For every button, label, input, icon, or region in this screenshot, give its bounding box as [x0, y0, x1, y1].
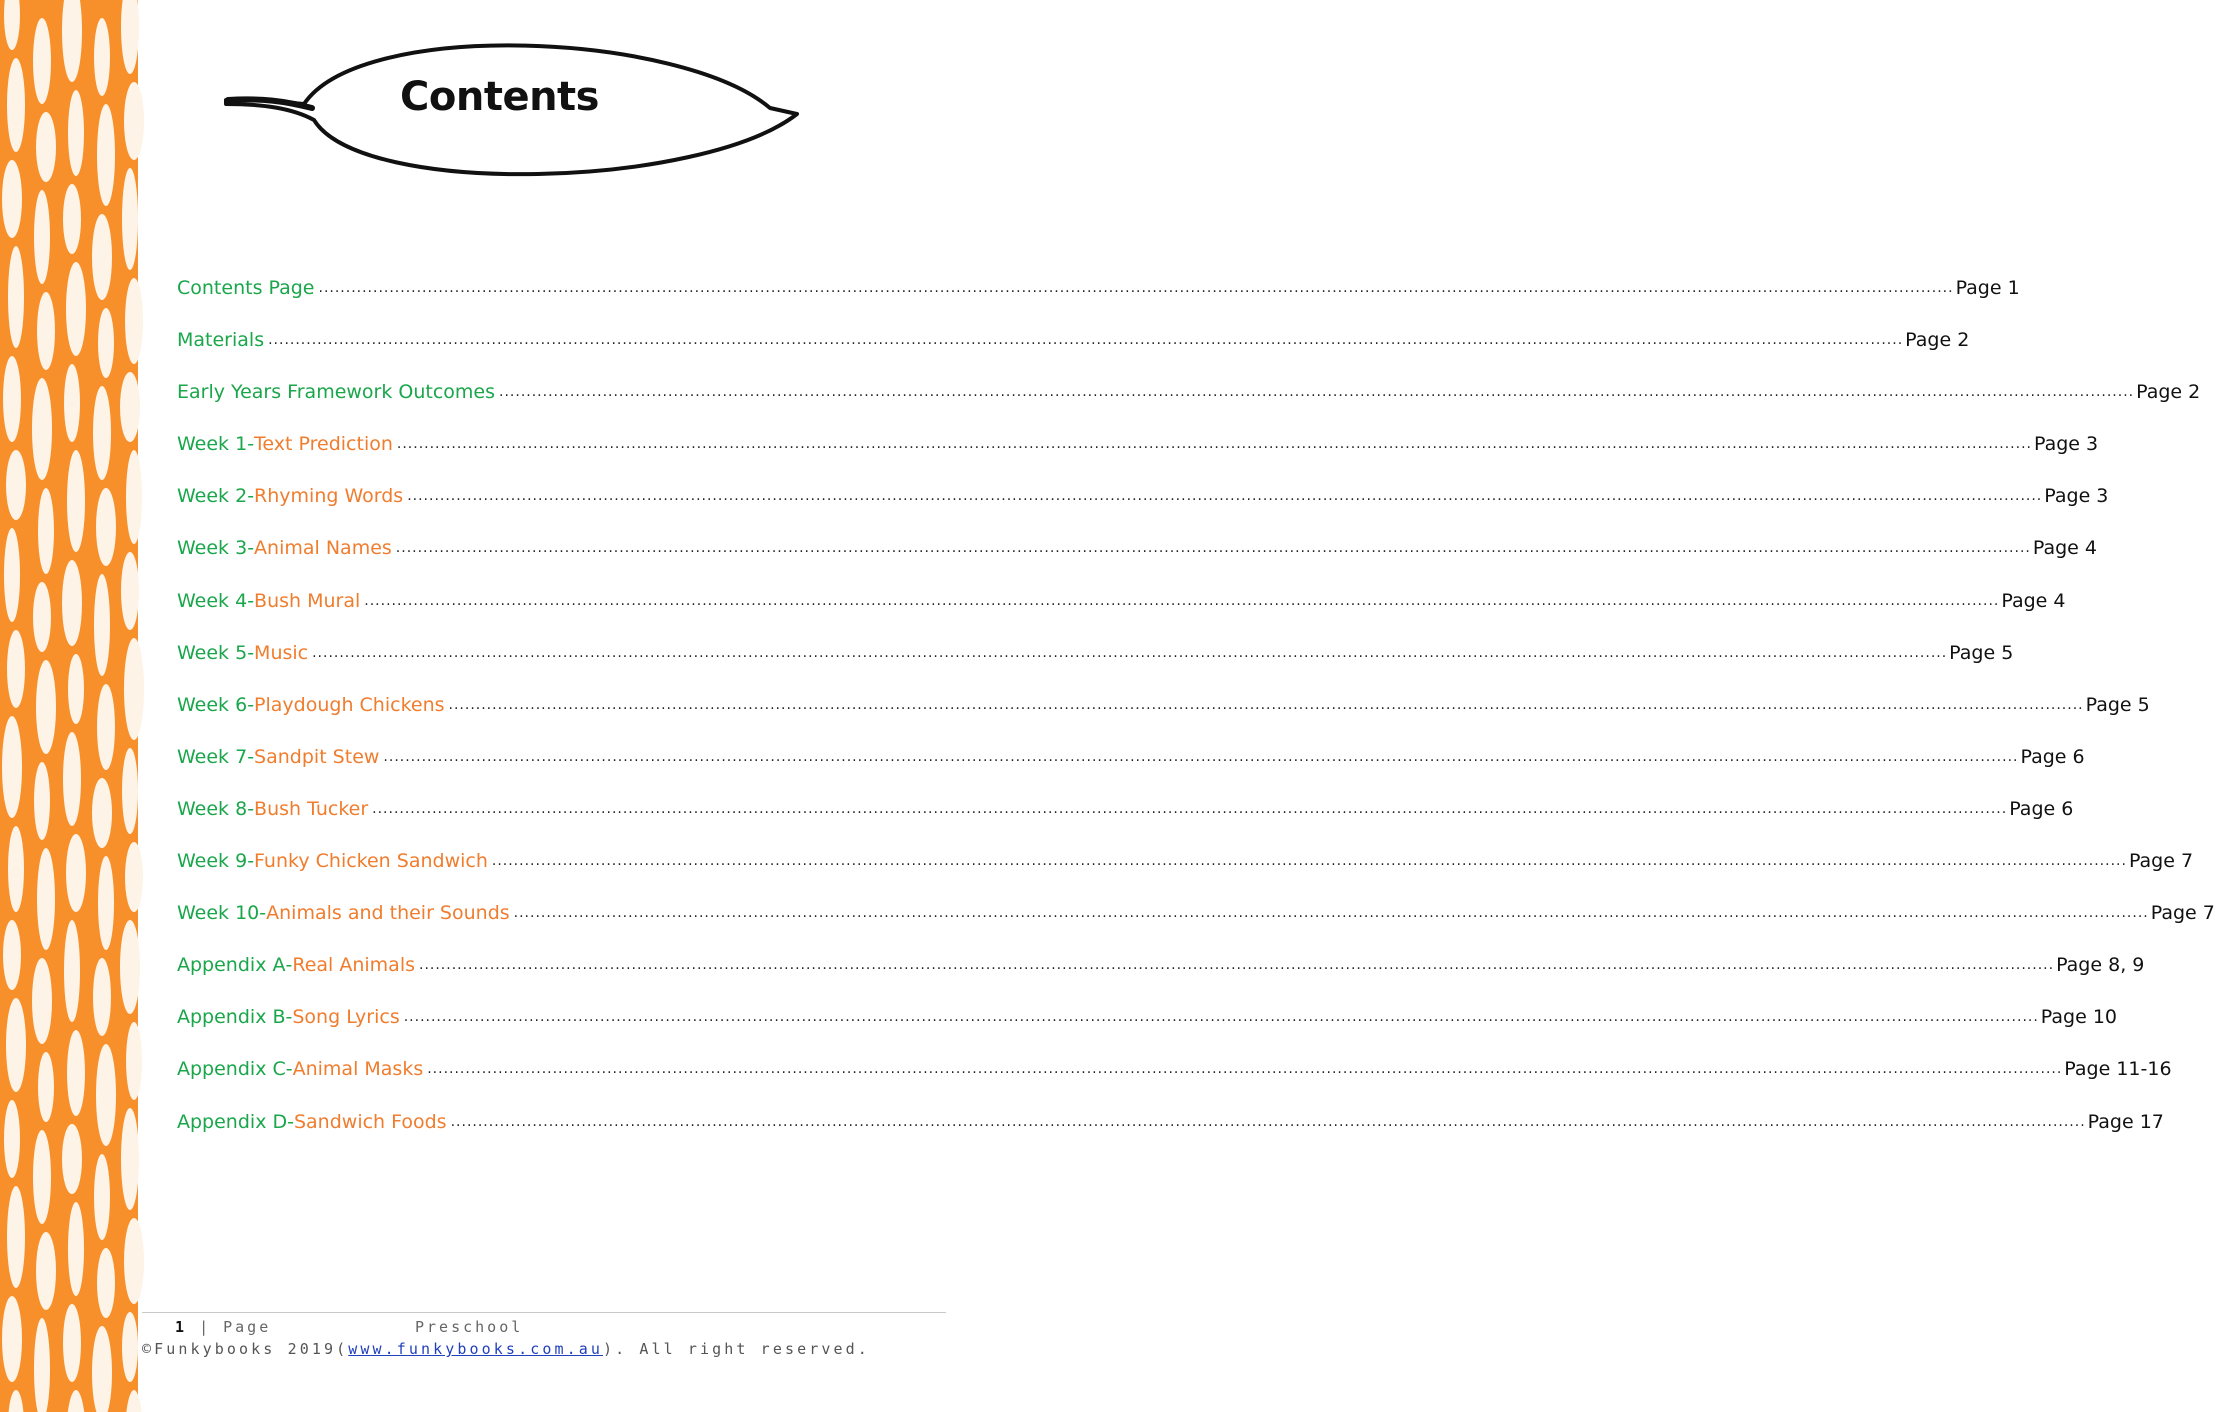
toc-entry[interactable] [177, 897, 2215, 949]
toc-entry-page: Page 4 [2001, 589, 2066, 612]
toc-entry-title: Animal Names [254, 537, 392, 560]
pebble-shape [4, 1100, 20, 1178]
pebble-shape [68, 654, 84, 724]
pebble-shape [34, 1318, 50, 1412]
pebble-shape [125, 278, 143, 364]
dot-leader: ............................................................................................................................................................................................................................................................................................................ [312, 644, 1948, 661]
toc-entry-heading: Early Years Framework Outcomes [177, 381, 496, 404]
pebble-shape [38, 1052, 54, 1122]
dot-leader: ............................................................................................................................................................................................................................................................................................................ [513, 905, 2149, 922]
toc-entry-heading: Week 1 [177, 433, 248, 456]
pebble-shape [121, 0, 139, 74]
pebble-shape [2, 716, 22, 818]
dot-leader: ............................................................................................................................................................................................................................................................................................................ [499, 384, 2135, 401]
toc-entry-page: Page 2 [1905, 329, 1970, 352]
toc-entry-heading: Week 8 [177, 797, 248, 820]
pebble-shape [125, 1390, 143, 1412]
dot-leader: ............................................................................................................................................................................................................................................................................................................ [491, 853, 2127, 870]
pebble-shape [98, 308, 114, 378]
dot-leader: ............................................................................................................................................................................................................................................................................................................ [268, 332, 1904, 349]
pebble-shape [92, 778, 112, 848]
toc-entry-heading: Week 9 [177, 850, 248, 873]
pebble-shape [62, 0, 82, 82]
toc-entry-title: Sandpit Stew [254, 745, 380, 768]
toc-entry-separator: - [287, 1110, 294, 1133]
footer-copyright [142, 1340, 942, 1358]
toc-entry-title: Funky Chicken Sandwich [254, 850, 488, 873]
pebble-shape [64, 920, 80, 1022]
pebble-shape [4, 0, 20, 50]
pebble-shape [36, 1232, 56, 1310]
toc-entry-heading: Week 10 [177, 902, 260, 925]
toc-entry[interactable] [177, 585, 2066, 637]
toc-entry-title: Real Animals [292, 954, 415, 977]
pebble-shape [97, 104, 115, 206]
pebble-shape [36, 660, 56, 754]
pebble-shape [68, 90, 84, 176]
pebble-shape [6, 450, 26, 520]
pebble-shape [67, 1030, 85, 1116]
pebble-shape [120, 372, 140, 442]
toc-entry-heading: Week 6 [177, 693, 248, 716]
dot-leader: ............................................................................................................................................................................................................................................................................................................ [403, 1009, 2039, 1026]
toc-entry-separator: - [259, 902, 267, 925]
pebble-shape [32, 378, 52, 480]
toc-entry-page: Page 3 [2044, 485, 2109, 508]
pebble-shape [2, 160, 22, 238]
toc-entry-heading: Appendix A [177, 954, 286, 977]
toc-entry-heading: Materials [177, 329, 265, 352]
pebble-shape [38, 488, 54, 574]
toc-entry[interactable] [177, 324, 1970, 376]
toc-entry-page: Page 8, 9 [2056, 954, 2145, 977]
toc-entry-separator: - [247, 433, 255, 456]
pebble-shape [7, 58, 25, 152]
pebble-shape [36, 112, 56, 182]
toc-entry[interactable] [177, 376, 2201, 428]
pebble-shape [67, 450, 85, 552]
pebble-shape [6, 998, 26, 1092]
pebble-shape [33, 18, 51, 104]
toc-entry-heading: Week 2 [177, 485, 248, 508]
toc-entry-title: Playdough Chickens [254, 693, 445, 716]
pebble-shape [3, 920, 21, 990]
pebble-shape [96, 488, 116, 566]
pebble-shape [97, 684, 115, 770]
pebble-shape [32, 958, 52, 1044]
toc-entry-separator: - [247, 589, 255, 612]
toc-entry[interactable] [177, 949, 2145, 1001]
toc-entry[interactable] [177, 793, 2074, 845]
dot-leader: ............................................................................................................................................................................................................................................................................................................ [450, 1113, 2086, 1130]
toc-entry-title: Sandwich Foods [293, 1110, 447, 1133]
toc-entry-page: Page 10 [2040, 1006, 2118, 1029]
pebble-shape [2, 1296, 22, 1382]
decorative-side-band [0, 0, 138, 1412]
dot-leader: ............................................................................................................................................................................................................................................................................................................ [395, 540, 2031, 557]
toc-entry-title: Animal Masks [292, 1058, 424, 1081]
toc-entry-title: Bush Tucker [254, 797, 369, 820]
pebble-shape [121, 1108, 139, 1210]
footer-divider [142, 1312, 946, 1313]
page-title: Contents [400, 74, 599, 120]
pebble-shape [94, 1154, 110, 1240]
toc-entry-page: Page 6 [2009, 797, 2074, 820]
toc-entry-page: Page 3 [2033, 433, 2099, 456]
toc-entry-heading: Appendix D [177, 1110, 288, 1133]
toc-entry-page: Page 17 [2087, 1110, 2164, 1133]
website-link[interactable]: www.funkybooks.com.au [348, 1340, 603, 1358]
pebble-shape [63, 184, 81, 254]
toc-entry[interactable] [177, 741, 2085, 793]
toc-entry[interactable] [177, 532, 2097, 584]
toc-entry-title: Text Prediction [254, 433, 393, 456]
copyright-text-end: ). All right reserved. [602, 1340, 870, 1358]
toc-entry-title: Bush Mural [254, 589, 361, 612]
toc-entry-heading: Appendix C [177, 1058, 286, 1081]
pebble-shape [3, 356, 21, 442]
pebble-shape [68, 1202, 84, 1296]
toc-entry-heading: Appendix B [177, 1006, 286, 1029]
title-leaf-banner [222, 38, 807, 188]
pebble-shape [33, 1130, 51, 1224]
pebble-shape [66, 834, 86, 912]
dot-leader: ............................................................................................................................................................................................................................................................................................................ [364, 592, 2000, 609]
toc-entry[interactable] [177, 1106, 2164, 1158]
pebble-shape [124, 638, 144, 740]
pebble-shape [66, 262, 86, 356]
toc-entry-page: Page 7 [2128, 850, 2194, 873]
toc-entry-separator: - [247, 537, 255, 560]
pebble-shape [8, 1390, 24, 1412]
dot-leader: ............................................................................................................................................................................................................................................................................................................ [407, 488, 2043, 505]
toc-entry-separator: - [247, 797, 255, 820]
toc-entry-heading: Week 3 [177, 537, 248, 560]
pebble-shape [62, 560, 82, 646]
pebble-shape [121, 552, 139, 630]
dot-leader: ............................................................................................................................................................................................................................................................................................................ [383, 748, 2019, 765]
pebble-shape [93, 958, 111, 1036]
toc-entry[interactable] [177, 272, 2020, 324]
toc-entry-page: Page 6 [2020, 745, 2085, 768]
toc-entry[interactable] [177, 689, 2150, 741]
toc-entry-heading: Week 7 [177, 745, 248, 768]
pebble-shape [120, 920, 140, 1014]
pebble-shape [34, 762, 50, 840]
toc-entry[interactable] [177, 1001, 2118, 1053]
toc-entry-title: Music [254, 641, 309, 664]
pebble-shape [62, 1124, 82, 1194]
pebble-shape [97, 1248, 115, 1318]
toc-entry-page: Page 4 [2032, 537, 2097, 560]
toc-entry-title: Rhyming Words [254, 485, 404, 508]
pebble-shape [94, 18, 110, 96]
toc-entry-separator: - [247, 641, 255, 664]
pebble-shape [124, 82, 144, 160]
pebble-shape [37, 292, 55, 370]
pebble-shape [7, 630, 25, 708]
pebble-pattern [0, 0, 138, 1412]
toc-entry[interactable] [177, 1053, 2172, 1105]
pebble-shape [122, 748, 138, 834]
dot-leader: ............................................................................................................................................................................................................................................................................................................ [372, 800, 2008, 817]
toc-entry-separator: - [247, 693, 255, 716]
pebble-shape [92, 214, 112, 300]
pebble-shape [8, 826, 24, 912]
pebble-shape [37, 848, 55, 950]
copyright-text: ©Funkybooks 2019( [142, 1340, 349, 1358]
pebble-shape [125, 842, 143, 912]
toc-entry-separator: - [285, 954, 293, 977]
toc-entry-title: Song Lyrics [292, 1006, 400, 1029]
pebble-shape [126, 450, 142, 544]
dot-leader: ............................................................................................................................................................................................................................................................................................................ [396, 436, 2032, 453]
toc-entry-page: Page 1 [1955, 277, 2020, 299]
pebble-shape [34, 190, 50, 284]
toc-entry-heading: Week 5 [177, 641, 248, 664]
pebble-shape [98, 856, 114, 950]
toc-entry[interactable] [177, 428, 2099, 480]
pebble-shape [122, 168, 138, 270]
pebble-shape [94, 574, 110, 676]
toc-entry[interactable] [177, 480, 2109, 532]
pebble-shape [33, 582, 51, 652]
pebble-shape [7, 1186, 25, 1288]
pebble-shape [124, 1218, 144, 1304]
pebble-shape [63, 1304, 81, 1382]
pebble-shape [122, 1312, 138, 1382]
footer-series-label: Preschool [415, 1318, 524, 1336]
toc-entry-page: Page 5 [1949, 641, 2014, 664]
pebble-shape [63, 732, 81, 826]
toc-entry-page: Page 5 [2085, 693, 2150, 716]
footer-page-number: 1 [175, 1318, 188, 1336]
dot-leader: ............................................................................................................................................................................................................................................................................................................ [419, 957, 2055, 974]
pebble-shape [4, 528, 20, 622]
toc-entry-page: Page 7 [2150, 902, 2215, 925]
toc-entry[interactable] [177, 637, 2014, 689]
pebble-shape [126, 1022, 142, 1100]
toc-entry[interactable] [177, 845, 2194, 897]
toc-entry-separator: - [247, 745, 255, 768]
toc-entry-separator: - [247, 850, 255, 873]
table-of-contents [177, 272, 2215, 1158]
pebble-shape [8, 246, 24, 348]
pebble-shape [92, 1326, 112, 1412]
pebble-shape [96, 1044, 116, 1146]
toc-entry-separator: - [247, 485, 255, 508]
footer-page-label: | Page [199, 1318, 272, 1336]
toc-entry-title: Animals and their Sounds [266, 902, 510, 925]
dot-leader: ............................................................................................................................................................................................................................................................................................................ [427, 1061, 2063, 1078]
toc-entry-separator: - [285, 1058, 293, 1081]
dot-leader: ............................................................................................................................................................................................................................................................................................................ [318, 280, 1954, 296]
toc-entry-page: Page 2 [2136, 381, 2201, 404]
toc-entry-heading: Week 4 [177, 589, 248, 612]
pebble-shape [64, 364, 80, 442]
dot-leader: ............................................................................................................................................................................................................................................................................................................ [448, 696, 2084, 713]
toc-entry-page: Page 11-16 [2064, 1058, 2172, 1081]
pebble-shape [93, 386, 111, 480]
footer-page-info [175, 1318, 524, 1336]
pebble-shape [66, 1390, 86, 1412]
toc-entry-heading: Contents Page [177, 277, 315, 299]
toc-entry-separator: - [285, 1006, 293, 1029]
